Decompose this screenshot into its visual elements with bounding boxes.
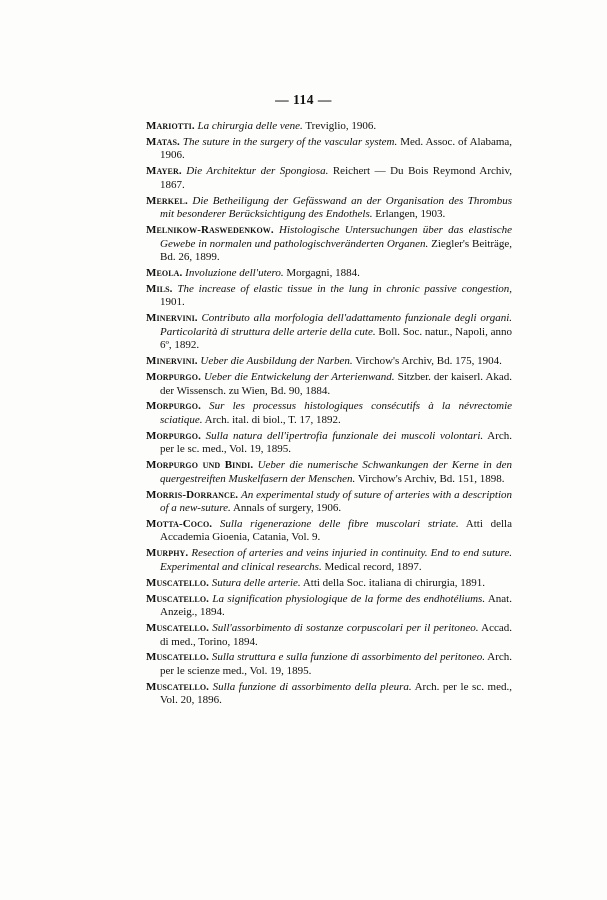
entry-title: The suture in the surgery of the vascular system. bbox=[182, 135, 398, 148]
entry-title: Die Betheiligung der Gefässwand an der Organisation des Thrombus mit besonderer Berücksichtigung des Endothels. bbox=[160, 194, 513, 221]
entry-publication: Atti della Accademia Gioenia, Catania, Vol. 9. bbox=[160, 517, 512, 544]
entry-title: Contributo alla morfologia dell'adattamento funzionale degli organi. Particolarità di struttura delle arterie della cute. bbox=[160, 312, 513, 338]
page-number: — 114 — bbox=[275, 92, 332, 107]
entry-author: Minervini. bbox=[146, 355, 198, 368]
entry-publication: Medical record, 1897. bbox=[324, 560, 422, 573]
bibliography-entry bbox=[146, 622, 512, 649]
bibliography-entry bbox=[146, 267, 512, 281]
entry-author: Muscatello. bbox=[146, 651, 209, 664]
entry-publication: Virchow's Archiv, Bd. 151, 1898. bbox=[357, 472, 505, 485]
bibliography-entry bbox=[146, 224, 512, 265]
bibliography-entry bbox=[146, 489, 512, 516]
entry-publication: Arch. per le sc. med., Vol. 19, 1895. bbox=[160, 429, 512, 456]
entry-author: Mayer. bbox=[146, 165, 182, 178]
entry-title: Sulla struttura e sulla funzione di assorbimento del peritoneo. bbox=[211, 651, 486, 664]
entry-title: La signification physiologique de la forme des endhotéliums. bbox=[212, 592, 486, 605]
entry-title: Ueber die numerische Schwankungen der Kerne in den quergestreiften Muskelfasern der Menschen. bbox=[160, 459, 513, 485]
entry-publication: Treviglio, 1906. bbox=[305, 120, 377, 132]
entry-title: Resection of arteries and veins injuried in continuity. End to end suture. Experimental and clinical researchs. bbox=[160, 547, 513, 573]
entry-publication: Virchow's Archiv, Bd. 175, 1904. bbox=[355, 355, 502, 368]
entry-publication: Sitzber. der kaiserl. Akad. der Wissensch. zu Wien, Bd. 90, 1884. bbox=[160, 371, 513, 397]
entry-title: Sutura delle arterie. bbox=[211, 576, 301, 589]
entry-title: The increase of elastic tissue in the lung in chronic passive congestion, bbox=[177, 282, 512, 295]
entry-title: Sull'assorbimento di sostanze corpuscolari per il peritoneo. bbox=[212, 622, 479, 635]
entry-publication: Arch. ital. di biol., T. 17, 1892. bbox=[204, 413, 341, 426]
entry-title: Ueber die Ausbildung der Narben. bbox=[200, 355, 353, 368]
entry-title: Die Architektur der Spongiosa. bbox=[186, 165, 329, 178]
entry-author: Muscatello. bbox=[146, 680, 209, 693]
entry-author: Murphy. bbox=[146, 547, 189, 560]
entry-title: An experimental study of suture of arteries with a description of a new-suture. bbox=[160, 488, 513, 515]
bibliography-entry bbox=[146, 283, 512, 310]
entry-title: Sulla natura dell'ipertrofia funzionale dei muscoli volontari. bbox=[205, 429, 484, 442]
entry-publication: Atti della Soc. italiana di chirurgia, 1891. bbox=[302, 576, 485, 589]
bibliography-entry bbox=[146, 547, 512, 574]
entry-author: Morpurgo. bbox=[146, 429, 201, 442]
entry-author: Matas. bbox=[146, 135, 180, 148]
entry-publication: Arch. per le scienze med., Vol. 19, 1895. bbox=[160, 651, 513, 677]
entry-publication: Reichert — Du Bois Reymond Archiv, 1867. bbox=[160, 165, 513, 191]
bibliography-entry bbox=[146, 593, 512, 620]
entry-title: La chirurgia delle vene. bbox=[197, 120, 303, 132]
entry-author: Morris-Dorrance. bbox=[146, 488, 239, 501]
entry-author: Muscatello. bbox=[146, 576, 209, 589]
entry-author: Morpurgo. bbox=[146, 371, 201, 384]
bibliography-entry bbox=[146, 459, 512, 486]
bibliography-entry bbox=[146, 195, 512, 222]
entry-publication: 1901. bbox=[160, 296, 185, 309]
entry-title: Sulla funzione di assorbimento della pleura. bbox=[212, 680, 412, 693]
entry-publication: Accad. di med., Torino, 1894. bbox=[160, 622, 512, 648]
bibliography-entry bbox=[146, 136, 512, 163]
bibliography-entry bbox=[146, 400, 512, 427]
bibliography-entry bbox=[146, 165, 512, 192]
bibliography-entry bbox=[146, 651, 512, 678]
entry-author: Merkel. bbox=[146, 194, 188, 207]
bibliography-list bbox=[146, 120, 512, 710]
entry-publication: Arch. per le sc. med., Vol. 20, 1896. bbox=[160, 680, 512, 707]
bibliography-entry bbox=[146, 681, 512, 708]
entry-author: Morpurgo und Bindi. bbox=[146, 459, 254, 472]
entry-author: Mariotti. bbox=[146, 120, 195, 132]
entry-title: Sur les processus histologiques consécutifs à la névrectomie sciatique. bbox=[160, 400, 513, 426]
entry-title: Involuzione dell'utero. bbox=[185, 266, 284, 279]
entry-publication: Med. Assoc. of Alabama, 1906. bbox=[160, 135, 513, 162]
entry-author: Motta-Coco. bbox=[146, 517, 213, 530]
entry-publication: Boll. Soc. natur., Napoli, anno 6º, 1892. bbox=[160, 325, 512, 352]
entry-author: Morpurgo. bbox=[146, 400, 201, 413]
bibliography-entry bbox=[146, 430, 512, 457]
bibliography-entry bbox=[146, 355, 512, 369]
entry-author: Muscatello. bbox=[146, 592, 209, 605]
entry-author: Muscatello. bbox=[146, 622, 209, 635]
bibliography-entry bbox=[146, 577, 512, 591]
entry-publication: Morgagni, 1884. bbox=[286, 266, 360, 279]
entry-publication: Ziegler's Beiträge, Bd. 26, 1899. bbox=[160, 237, 513, 264]
bibliography-entry bbox=[146, 120, 512, 134]
entry-author: Melnikow-Raswedenkow. bbox=[146, 224, 274, 237]
bibliography-entry bbox=[146, 312, 512, 353]
entry-author: Meola. bbox=[146, 266, 183, 279]
bibliography-entry bbox=[146, 371, 512, 398]
entry-title: Histologische Untersuchungen über das elastische Gewebe in normalen und pathologischveränderten Organen. bbox=[160, 224, 512, 250]
entry-title: Sulla rigenerazione delle fibre muscolari striate. bbox=[219, 517, 459, 530]
entry-author: Minervini. bbox=[146, 312, 198, 325]
entry-publication: Anat. Anzeig., 1894. bbox=[160, 592, 512, 619]
entry-publication: Erlangen, 1903. bbox=[375, 208, 446, 221]
bibliography-entry bbox=[146, 518, 512, 545]
entry-title: Ueber die Entwickelung der Arterienwand. bbox=[203, 371, 395, 384]
entry-publication: Annals of surgery, 1906. bbox=[232, 502, 342, 515]
entry-author: Mils. bbox=[146, 282, 173, 295]
